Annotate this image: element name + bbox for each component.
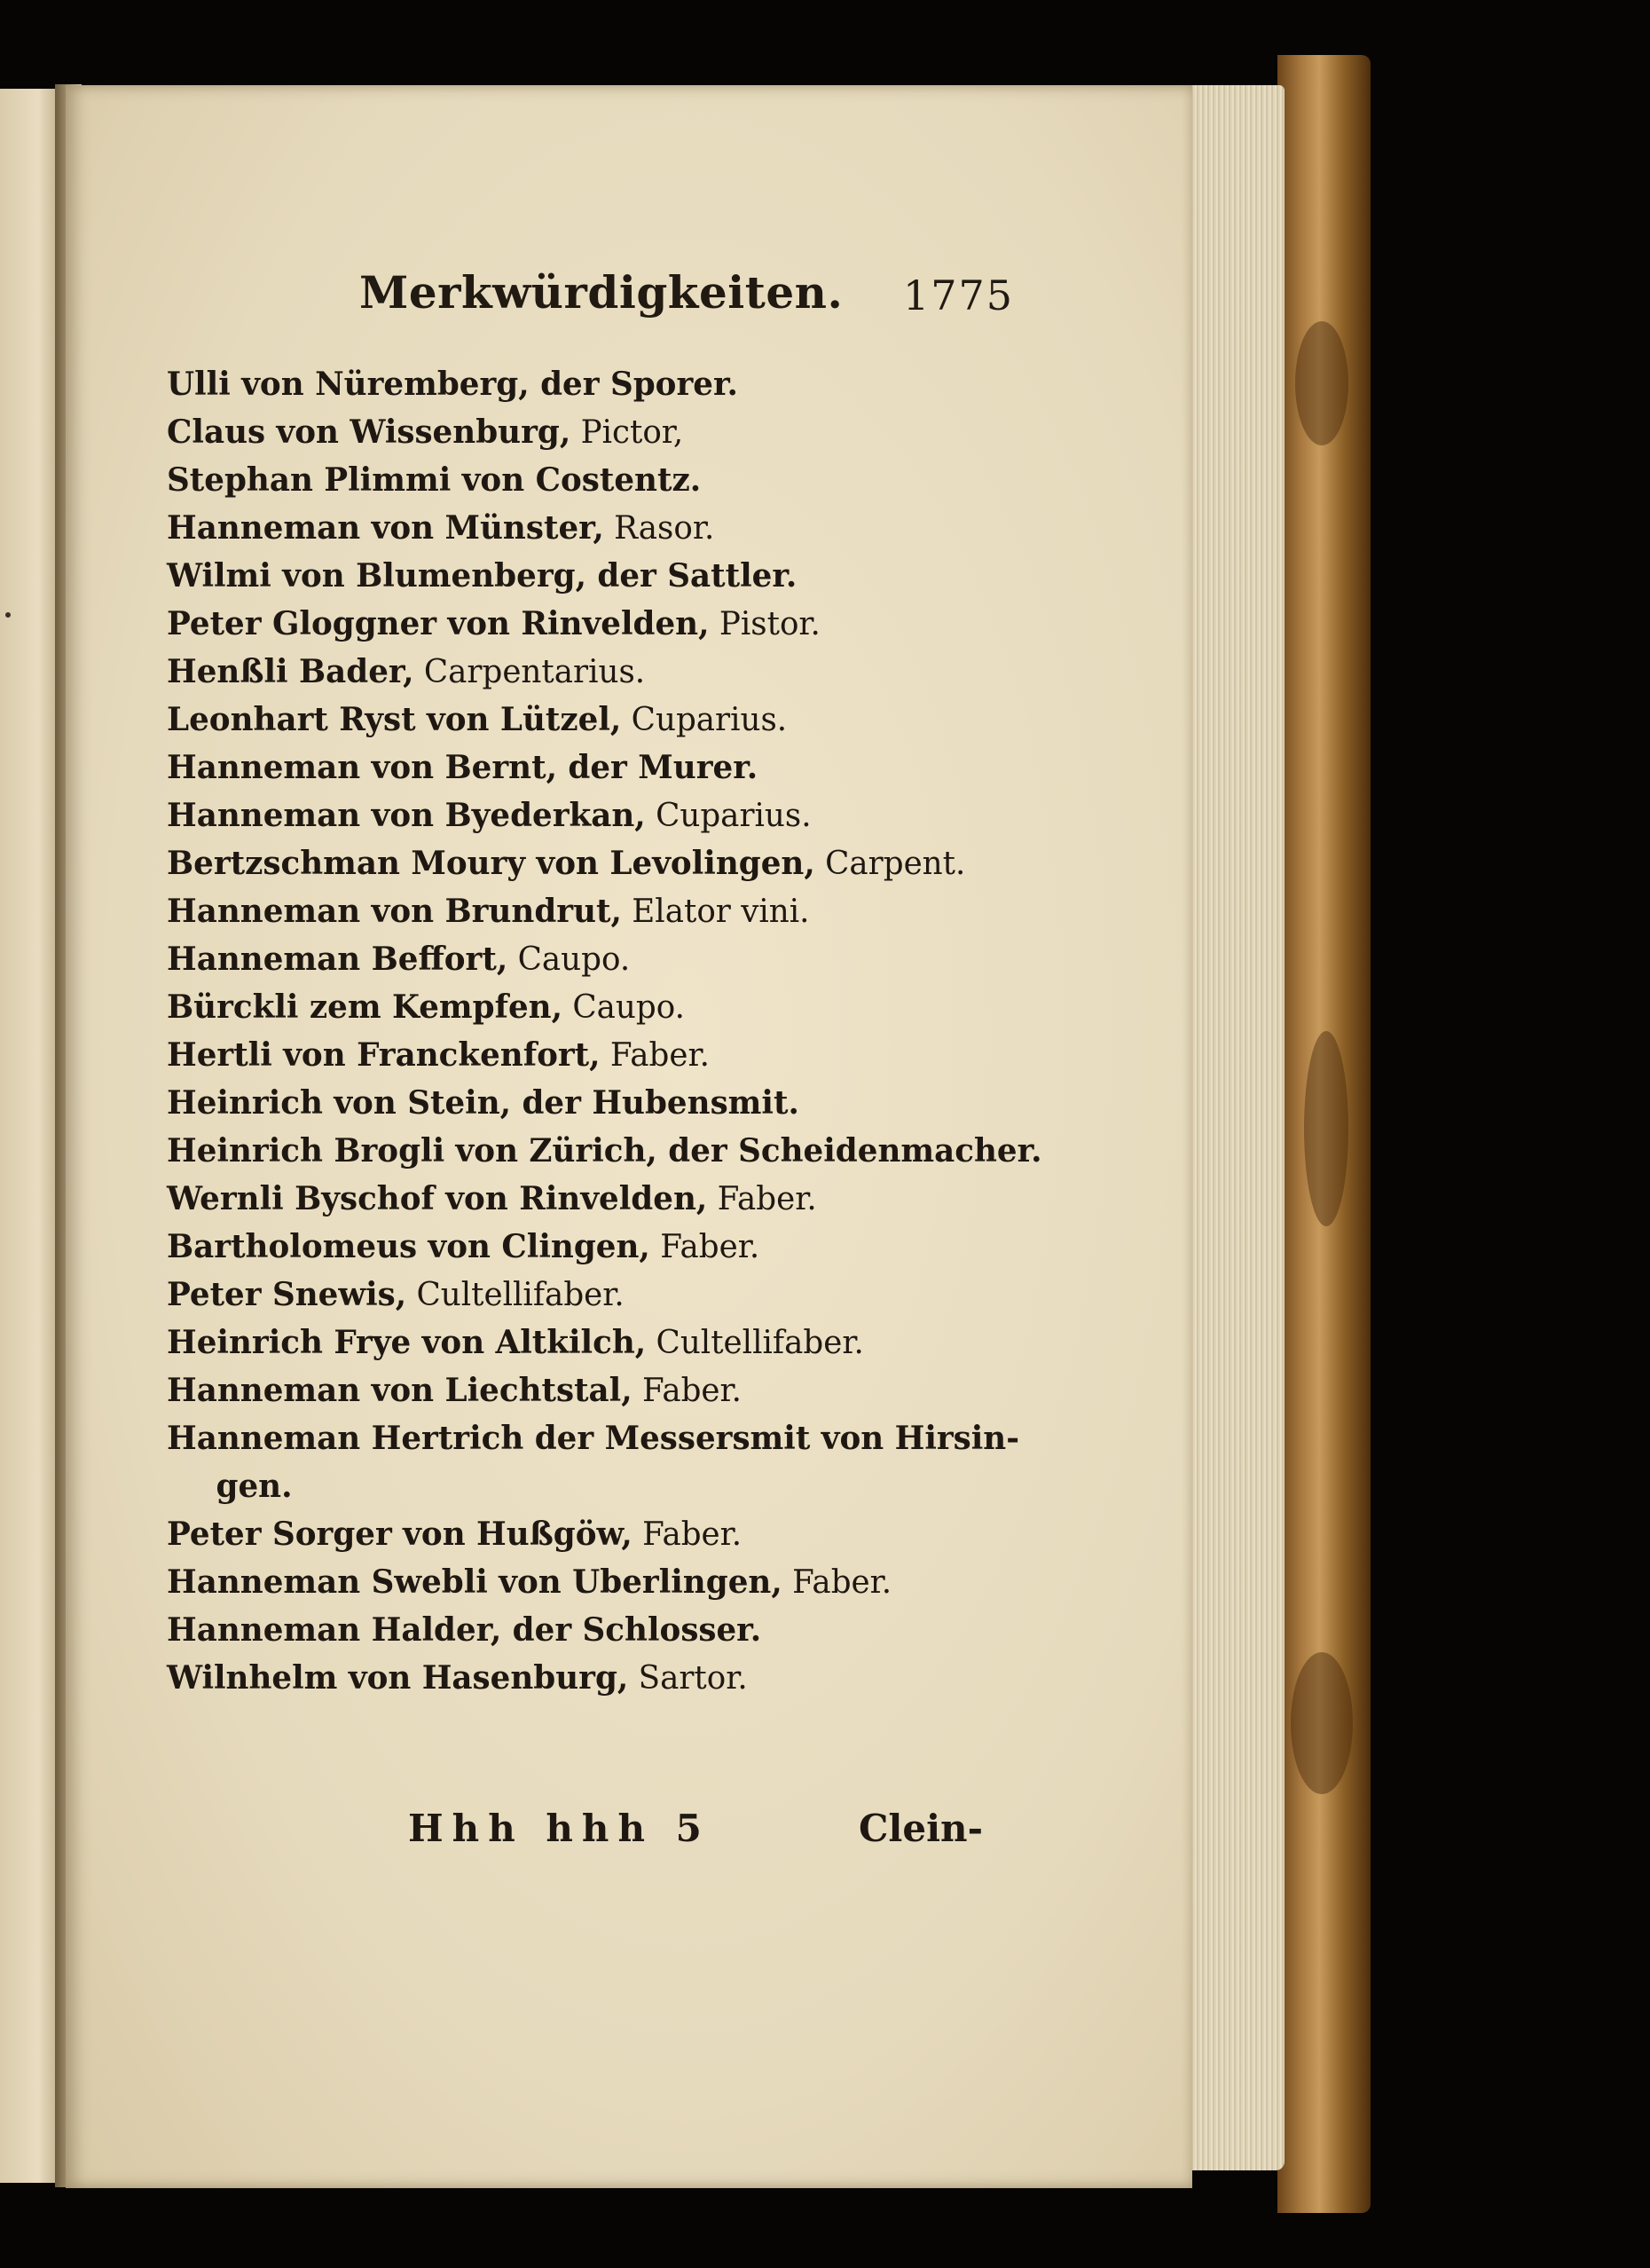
cover-stain	[1291, 1652, 1353, 1794]
entry-name: Peter Sorger von Hußgöw,	[167, 1516, 632, 1553]
entry-occupation: Faber.	[782, 1564, 892, 1601]
cover-stain	[1304, 1031, 1348, 1226]
entry-name: Leonhart Ryst von Lützel,	[167, 701, 622, 738]
page-number: 1775	[903, 272, 1015, 319]
list-entry	[167, 1175, 1178, 1223]
entry-occupation: Cuparius.	[621, 702, 788, 738]
entry-name: Hanneman Halder, der Schlosser.	[167, 1611, 762, 1649]
entry-name: Hanneman von Brundrut,	[167, 893, 622, 930]
list-entry	[167, 648, 1178, 696]
entry-name: Claus von Wissenburg,	[167, 413, 571, 451]
list-entry	[167, 696, 1178, 744]
entry-occupation: Carpent.	[814, 846, 966, 882]
entry-occupation: Sartor.	[628, 1660, 748, 1697]
list-entry	[167, 1366, 1178, 1414]
catchword: Clein-	[859, 1807, 984, 1850]
name-list	[167, 360, 1187, 1702]
entry-occupation: Faber.	[649, 1229, 760, 1265]
entry-name: Peter Gloggner von Rinvelden,	[167, 605, 710, 642]
entry-name: Heinrich Frye von Altkilch,	[167, 1324, 647, 1361]
entry-occupation: Rasor.	[603, 510, 715, 547]
list-entry	[167, 887, 1178, 935]
list-entry	[167, 791, 1178, 839]
entry-name: Hanneman von Münster,	[167, 509, 604, 547]
margin-mark	[5, 612, 11, 618]
entry-name: Hertli von Franckenfort,	[167, 1036, 601, 1074]
list-entry	[167, 1127, 1178, 1175]
list-entry	[167, 1510, 1178, 1558]
list-entry	[167, 1223, 1178, 1271]
entry-name: Hanneman von Byederkan,	[167, 797, 646, 834]
entry-occupation: Carpentarius.	[413, 654, 646, 690]
list-entry	[167, 983, 1178, 1031]
cover-stain	[1295, 321, 1348, 445]
entry-name: Hanneman Swebli von Uberlingen,	[167, 1563, 782, 1601]
entry-name: gen.	[216, 1468, 293, 1505]
list-entry	[167, 600, 1178, 648]
list-entry	[167, 1606, 1178, 1654]
entry-occupation: Faber.	[600, 1037, 710, 1074]
entry-occupation: Cuparius.	[645, 798, 812, 834]
entry-name: Wilnhelm von Hasenburg,	[167, 1659, 629, 1697]
list-entry	[167, 744, 1178, 791]
entry-name: Wernli Byschof von Rinvelden,	[167, 1180, 708, 1217]
page-edges	[1178, 85, 1285, 2170]
entry-occupation: Faber.	[707, 1181, 817, 1217]
list-entry	[167, 456, 1178, 504]
entry-occupation: Pictor,	[570, 414, 684, 451]
entry-occupation: Cultellifaber.	[406, 1277, 625, 1313]
entry-name: Bertzschman Moury von Levolingen,	[167, 845, 815, 882]
entry-occupation: Pistor.	[709, 606, 821, 642]
list-entry	[167, 1558, 1178, 1606]
list-entry	[167, 504, 1178, 552]
leather-cover	[1277, 55, 1371, 2213]
entry-name: Hanneman Beffort,	[167, 941, 508, 978]
entry-name: Bürckli zem Kempfen,	[167, 988, 563, 1026]
entry-occupation: Caupo.	[507, 941, 631, 978]
entry-name: Ulli von Nüremberg, der Sporer.	[167, 366, 738, 403]
entry-name: Hanneman von Liechtstal,	[167, 1372, 632, 1409]
entry-name: Wilmi von Blumenberg, der Sattler.	[167, 557, 798, 595]
entry-name: Henßli Bader,	[167, 653, 414, 690]
entry-name: Heinrich Brogli von Zürich, der Scheidenmacher.	[167, 1132, 1042, 1169]
list-entry	[167, 1319, 1178, 1366]
list-entry	[167, 1462, 1178, 1510]
signature-mark: Hhh hhh 5	[408, 1807, 711, 1850]
list-entry	[167, 408, 1178, 456]
entry-occupation: Elator vini.	[621, 894, 810, 930]
entry-name: Hanneman Hertrich der Messersmit von Hirsin-	[167, 1420, 1020, 1457]
entry-occupation: Faber.	[632, 1516, 742, 1553]
entry-occupation: Faber.	[632, 1373, 742, 1409]
entry-name: Bartholomeus von Clingen,	[167, 1228, 650, 1265]
list-entry	[167, 935, 1178, 983]
entry-occupation: Cultellifaber.	[646, 1325, 864, 1361]
list-entry	[167, 1031, 1178, 1079]
list-entry	[167, 1271, 1178, 1319]
list-entry	[167, 360, 1178, 408]
entry-name: Stephan Plimmi von Costentz.	[167, 461, 702, 499]
running-header: Merkwürdigkeiten.	[359, 266, 844, 319]
list-entry	[167, 1079, 1178, 1127]
list-entry	[167, 552, 1178, 600]
list-entry	[167, 1654, 1178, 1702]
entry-occupation: Caupo.	[562, 989, 685, 1026]
entry-name: Peter Snewis,	[167, 1276, 407, 1313]
list-entry	[167, 839, 1178, 887]
entry-name: Heinrich von Stein, der Hubensmit.	[167, 1084, 799, 1122]
list-entry	[167, 1414, 1178, 1462]
entry-name: Hanneman von Bernt, der Murer.	[167, 749, 758, 786]
